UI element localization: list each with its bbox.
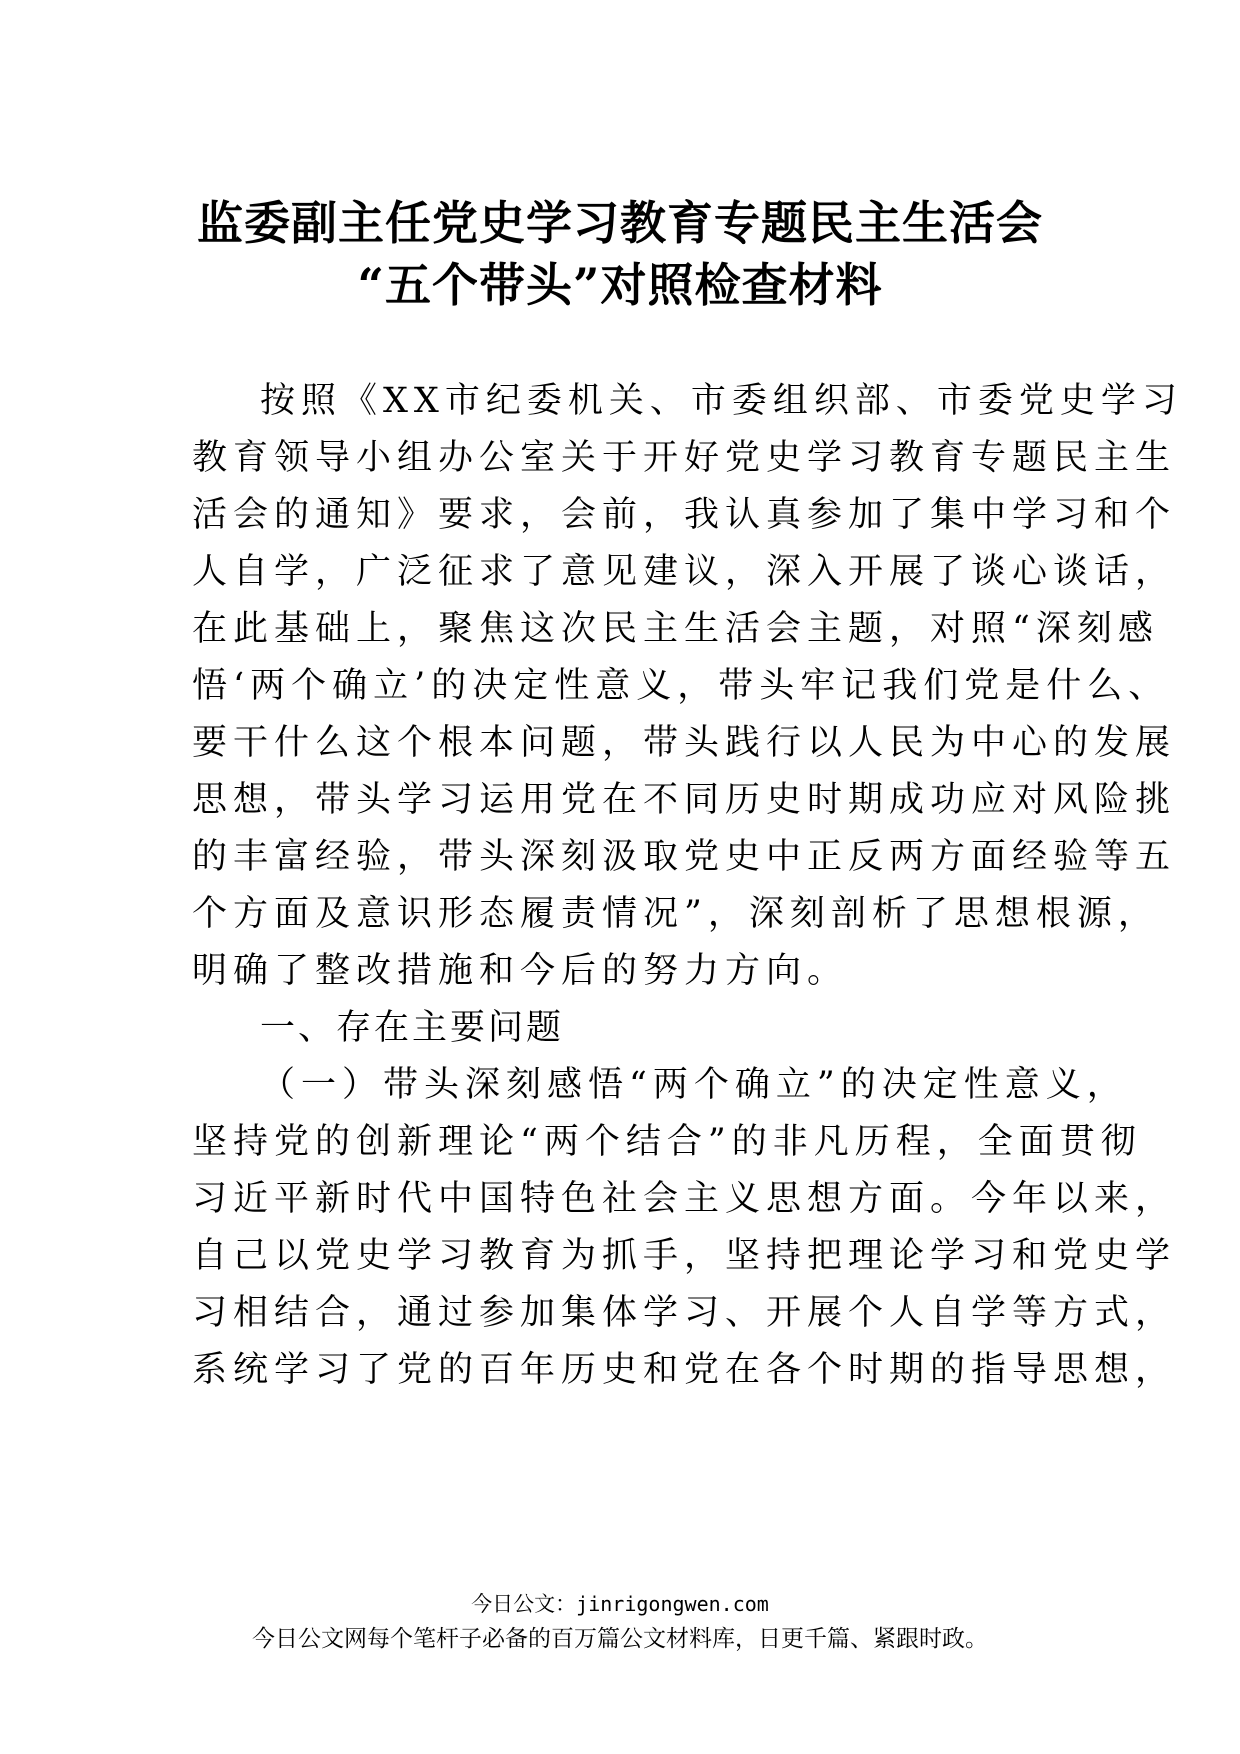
footer-slogan: 今日公文网每个笔杆子必备的百万篇公文材料库，日更千篇、紧跟时政。 [252, 1626, 988, 1652]
body-line: 的丰富经验，带头深刻汲取党史中正反两方面经验等五 [192, 837, 1177, 877]
document-title-line-2: “五个带头”对照检查材料 [357, 258, 883, 312]
body-line: 在此基础上，聚焦这次民主生活会主题，对照“深刻感 [192, 609, 1159, 649]
body-line: 教育领导小组办公室关于开好党史学习教育专题民主生 [192, 438, 1177, 478]
body-line: 坚持党的创新理论“两个结合”的非凡历程，全面贯彻 [192, 1122, 1142, 1162]
body-line: 习相结合，通过参加集体学习、开展个人自学等方式， [192, 1293, 1177, 1333]
body-line: （一）带头深刻感悟“两个确立”的决定性意义， [260, 1065, 1128, 1105]
body-line: 活会的通知》要求，会前，我认真参加了集中学习和个 [192, 495, 1177, 535]
document-title-line-1: 监委副主任党史学习教育专题民主生活会 [197, 196, 1043, 250]
body-line: 系统学习了党的百年历史和党在各个时期的指导思想， [192, 1350, 1177, 1390]
body-line: 个方面及意识形态履责情况”，深刻剖析了思想根源， [192, 894, 1159, 934]
body-line: 自己以党史学习教育为抓手，坚持把理论学习和党史学 [192, 1236, 1177, 1276]
body-line: 人自学，广泛征求了意见建议，深入开展了谈心谈话， [192, 552, 1177, 592]
footer-url-link[interactable]: jinrigongwen.com [576, 1592, 769, 1616]
footer-source [0, 1594, 1240, 1615]
body-line: 按照《XX市纪委机关、市委组织部、市委党史学习 [260, 381, 1183, 421]
body-line: 悟‘两个确立’的决定性意义，带头牢记我们党是什么、 [192, 666, 1170, 706]
body-line: 要干什么这个根本问题，带头践行以人民为中心的发展 [192, 723, 1177, 763]
body-line: 思想，带头学习运用党在不同历史时期成功应对风险挑 [192, 780, 1177, 820]
body-line: 习近平新时代中国特色社会主义思想方面。今年以来， [192, 1179, 1177, 1219]
footer-label: 今日公文： [471, 1592, 577, 1616]
body-line: 明确了整改措施和今后的努力方向。 [192, 951, 849, 991]
section-heading: 一、存在主要问题 [260, 1008, 565, 1048]
